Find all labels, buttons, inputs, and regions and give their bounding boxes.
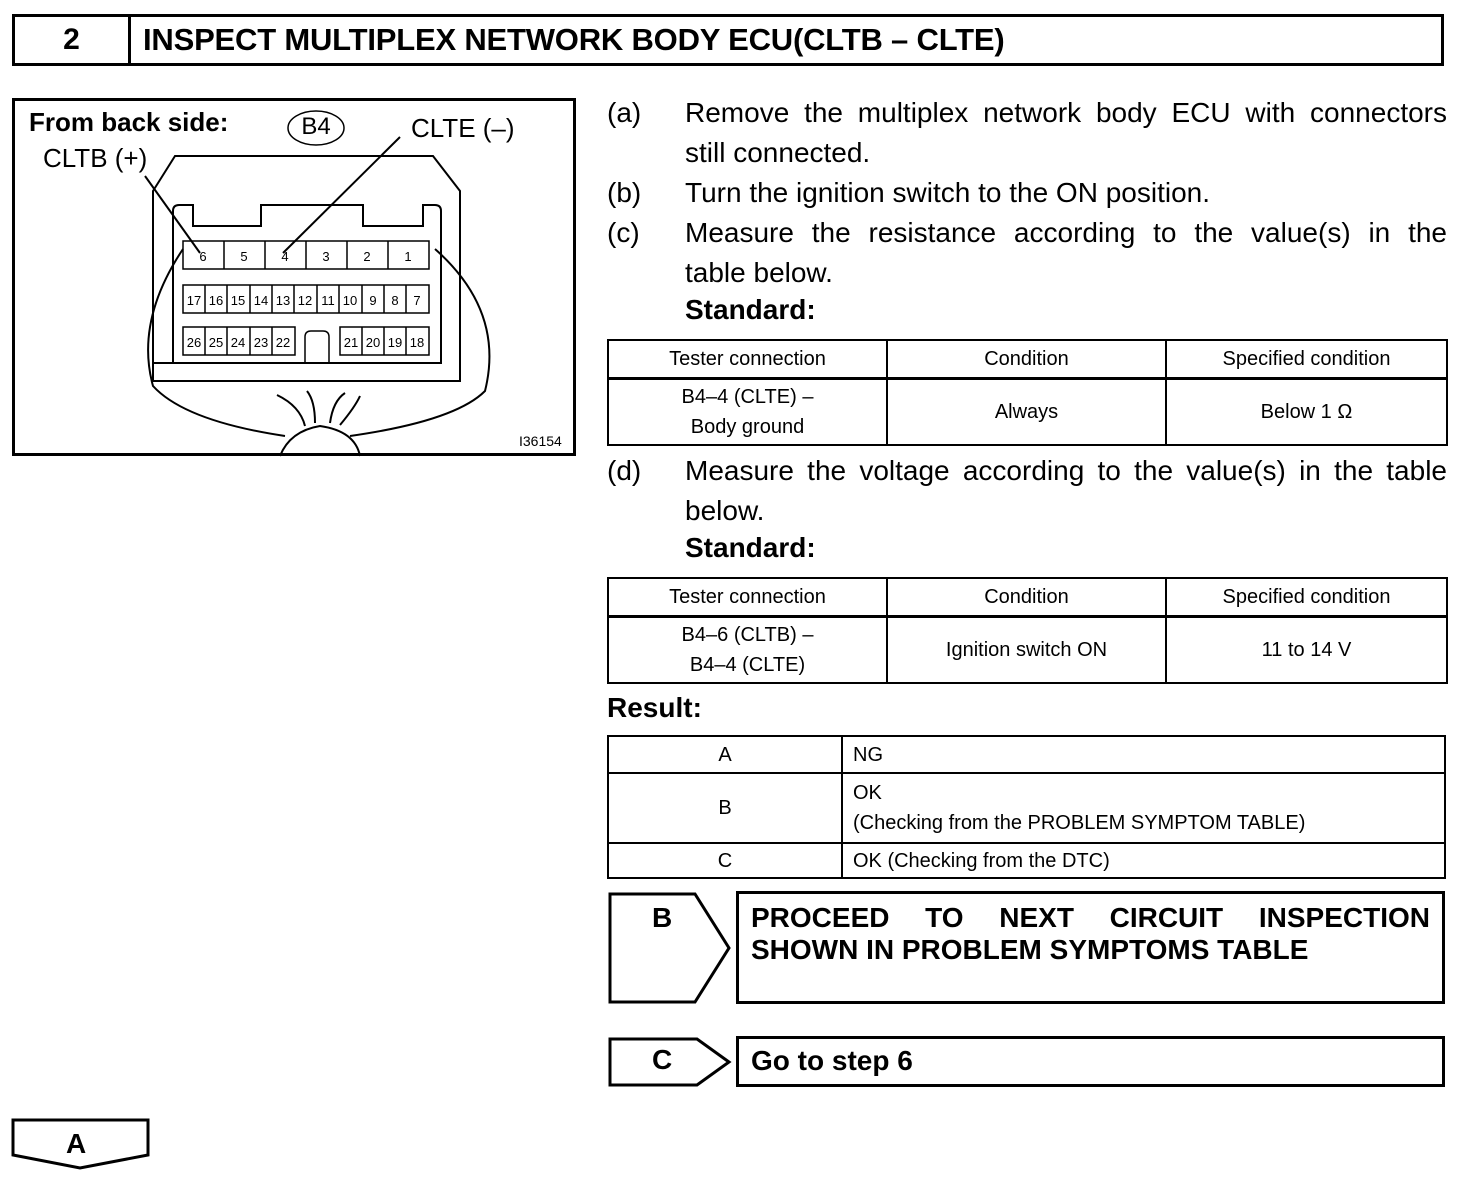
cltb-label: CLTB (+)	[43, 143, 148, 173]
pin-3: 3	[322, 249, 330, 264]
result-desc-c: OK (Checking from the DTC)	[842, 843, 1445, 878]
result-code-a: A	[608, 736, 842, 773]
voltage-conn-line2: B4–4 (CLTE)	[689, 654, 806, 676]
step-title: INSPECT MULTIPLEX NETWORK BODY ECU(CLTB – CLTE)	[143, 22, 1005, 57]
result-row-b	[608, 773, 1445, 843]
step-d-label: (d)	[607, 455, 642, 486]
pin-10: 10	[342, 293, 358, 308]
step-d-line2: below.	[685, 495, 765, 526]
step-number: 2	[15, 17, 131, 63]
standard-label-resistance: Standard:	[685, 294, 816, 325]
action-c-box	[736, 1036, 1445, 1087]
action-b-line2: SHOWN IN PROBLEM SYMPTOMS TABLE	[751, 934, 1309, 965]
voltage-specified-cell: 11 to 14 V	[1166, 617, 1447, 684]
pin-14: 14	[253, 293, 269, 308]
resistance-conn-line1: B4–4 (CLTE) –	[681, 386, 814, 408]
pin-7: 7	[413, 293, 421, 308]
result-desc-b-line2: (Checking from the PROBLEM SYMPTOM TABLE)	[853, 812, 1306, 834]
step-header	[12, 14, 1444, 66]
pin-18: 18	[409, 335, 425, 350]
resistance-connection-cell	[608, 379, 887, 446]
result-code-b: B	[608, 773, 842, 843]
step-c-label: (c)	[607, 217, 640, 248]
action-a-code: A	[66, 1128, 87, 1159]
resistance-table	[607, 339, 1448, 446]
resistance-condition-cell: Always	[887, 379, 1166, 446]
resistance-header-connection: Tester connection	[608, 340, 887, 379]
result-desc-b	[842, 773, 1445, 843]
step-c	[607, 213, 1447, 293]
figure-id: I36154	[519, 433, 562, 449]
from-back-side-label: From back side:	[29, 107, 229, 137]
pin-1: 1	[404, 249, 412, 264]
result-desc-a: NG	[842, 736, 1445, 773]
pin-24: 24	[230, 335, 246, 350]
voltage-conn-line1: B4–6 (CLTB) –	[681, 624, 814, 646]
result-desc-b-line1: OK	[853, 782, 882, 804]
result-row-a	[608, 736, 1445, 773]
pin-19: 19	[387, 335, 403, 350]
pin-2: 2	[363, 249, 371, 264]
connector-id: B4	[301, 113, 331, 140]
action-c-text: Go to step 6	[751, 1045, 913, 1076]
step-c-line2: table below.	[685, 257, 833, 288]
step-b-label: (b)	[607, 177, 642, 208]
pin-11: 11	[321, 293, 335, 308]
voltage-header-specified: Specified condition	[1166, 578, 1447, 617]
step-d-line1: Measure the voltage according to the value(s) in the table	[685, 455, 1447, 486]
standard-label-voltage: Standard:	[685, 532, 816, 563]
voltage-connection-cell	[608, 617, 887, 684]
connector-figure	[12, 98, 576, 456]
pin-6: 6	[199, 249, 207, 264]
pin-4: 4	[281, 249, 289, 264]
resistance-conn-line2: Body ground	[690, 416, 805, 438]
step-d	[607, 451, 1447, 531]
result-label: Result:	[607, 692, 702, 723]
pin-23: 23	[253, 335, 269, 350]
pin-17: 17	[186, 293, 202, 308]
pin-26: 26	[186, 335, 202, 350]
pin-8: 8	[391, 293, 399, 308]
voltage-condition-cell: Ignition switch ON	[887, 617, 1166, 684]
pin-15: 15	[230, 293, 246, 308]
pin-9: 9	[369, 293, 377, 308]
pin-20: 20	[365, 335, 381, 350]
action-c-code: C	[652, 1044, 673, 1075]
step-a-label: (a)	[607, 97, 642, 128]
action-b-line1: PROCEED TO NEXT CIRCUIT INSPECTION	[751, 902, 1430, 933]
result-row-c	[608, 843, 1445, 878]
pin-13: 13	[275, 293, 291, 308]
voltage-header-condition: Condition	[887, 578, 1166, 617]
step-a-line1: Remove the multiplex network body ECU with connectors	[685, 97, 1447, 128]
result-table	[607, 735, 1446, 879]
voltage-header-connection: Tester connection	[608, 578, 887, 617]
pin-21: 21	[343, 335, 359, 350]
step-b-line1: Turn the ignition switch to the ON position.	[685, 177, 1210, 208]
step-a-line2: still connected.	[685, 137, 871, 168]
pin-5: 5	[240, 249, 248, 264]
pin-12: 12	[297, 293, 313, 308]
voltage-table	[607, 577, 1448, 684]
step-b	[607, 173, 1447, 213]
step-a	[607, 93, 1447, 173]
pin-25: 25	[208, 335, 224, 350]
clte-label: CLTE (–)	[411, 113, 515, 143]
pin-22: 22	[275, 335, 291, 350]
action-b-code: B	[652, 902, 673, 933]
resistance-header-condition: Condition	[887, 340, 1166, 379]
action-b-box	[736, 891, 1445, 1004]
step-c-line1: Measure the resistance according to the value(s) in the	[685, 217, 1447, 248]
resistance-specified-cell: Below 1 Ω	[1166, 379, 1447, 446]
result-code-c: C	[608, 843, 842, 878]
resistance-header-specified: Specified condition	[1166, 340, 1447, 379]
pin-16: 16	[208, 293, 224, 308]
